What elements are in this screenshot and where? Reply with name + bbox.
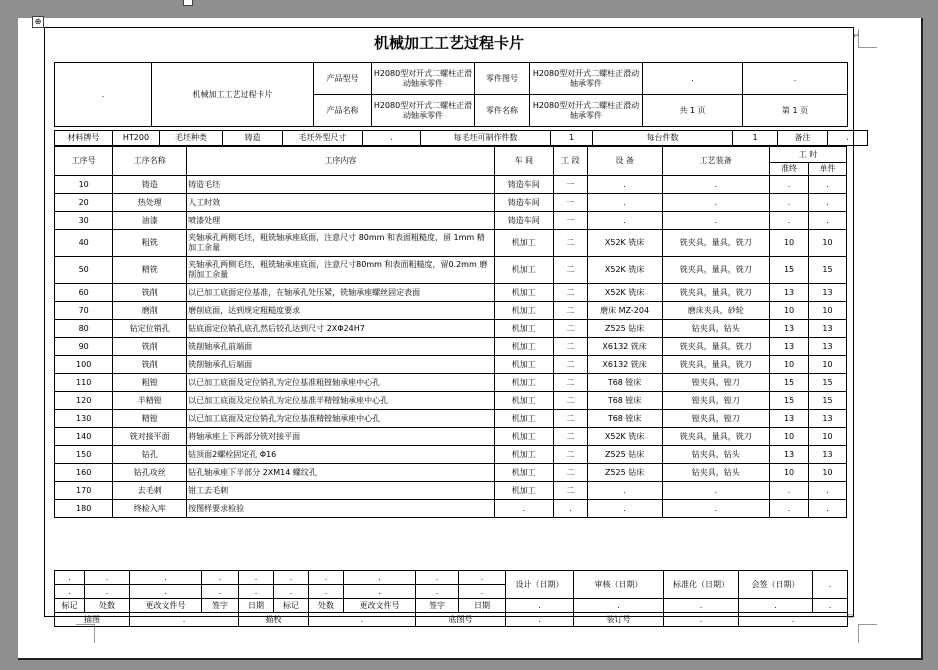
op-equipment-cell: X52K 铣床 <box>587 230 662 257</box>
signoff-cell: . <box>274 585 309 599</box>
op-section-cell: . <box>553 500 587 518</box>
op-content-cell: 夹轴承孔两侧毛坯，粗铣轴承座底面，注意尺寸80mm 和表面粗糙度，留0.2mm 磨削加工余量 <box>187 257 494 284</box>
op-section-cell: 二 <box>553 257 587 284</box>
op-unit-time-cell: 15 <box>809 257 847 284</box>
op-prep-time-cell: 13 <box>770 338 809 356</box>
signoff-cell: . <box>309 585 344 599</box>
col-section: 工 段 <box>553 147 587 176</box>
col-unit: 单件 <box>809 163 847 176</box>
op-section-cell: 一 <box>553 176 587 194</box>
signoff-cell: . <box>344 571 416 585</box>
op-unit-time-cell: 10 <box>809 302 847 320</box>
op-section-cell: 二 <box>553 392 587 410</box>
signoff-table <box>54 570 848 627</box>
operation-row <box>55 320 847 338</box>
op-no-cell: 160 <box>55 464 113 482</box>
op-unit-time-cell: 13 <box>809 446 847 464</box>
op-tooling-cell: 铣夹具，量具，铣刀 <box>662 428 770 446</box>
op-workshop-cell: 机加工 <box>494 257 553 284</box>
page-number: 第 1 页 <box>743 95 848 127</box>
op-prep-time-cell: 10 <box>770 302 809 320</box>
crop-mark-top-right <box>858 29 877 48</box>
op-no-cell: 20 <box>55 194 113 212</box>
op-name-cell: 热处理 <box>113 194 187 212</box>
op-no-cell: 60 <box>55 284 113 302</box>
op-name-cell: 半精镗 <box>113 392 187 410</box>
op-no-cell: 150 <box>55 446 113 464</box>
card-title: 机械加工工艺过程卡片 <box>373 34 524 52</box>
op-content-cell: 以已加工底面及定位销孔为定位基准粗镗轴承座中心孔 <box>187 374 494 392</box>
op-name-cell: 终检入库 <box>113 500 187 518</box>
op-content-cell: 铸造毛坯 <box>187 176 494 194</box>
op-section-cell: 二 <box>553 374 587 392</box>
part-drawing-no-value: H2080型对开式二螺柱正滑动轴承零件 <box>530 63 643 95</box>
op-equipment-cell: X6132 铣床 <box>587 356 662 374</box>
signoff-cell: . <box>130 571 202 585</box>
blank-size-label: 毛坯外型尺寸 <box>283 131 363 146</box>
op-equipment-cell: . <box>587 500 662 518</box>
date-label: 日期 <box>459 599 506 613</box>
operation-row <box>55 410 847 428</box>
op-equipment-cell: Z525 钻床 <box>587 446 662 464</box>
op-name-cell: 磨削 <box>113 302 187 320</box>
part-name-value: H2080型对开式二螺柱正滑动轴承零件 <box>530 95 643 127</box>
op-prep-time-cell: 13 <box>770 320 809 338</box>
col-workshop: 车 间 <box>494 147 553 176</box>
blank-type-label: 毛坯种类 <box>160 131 223 146</box>
operation-row <box>55 356 847 374</box>
operation-row <box>55 284 847 302</box>
op-no-cell: 90 <box>55 338 113 356</box>
op-prep-time-cell: 13 <box>770 410 809 428</box>
signoff-cell: . <box>309 613 416 627</box>
op-tooling-cell: 磨床夹具，砂轮 <box>662 302 770 320</box>
op-content-cell: 人工时效 <box>187 194 494 212</box>
op-tooling-cell: . <box>662 500 770 518</box>
op-prep-time-cell: . <box>770 500 809 518</box>
date-label: 日期 <box>239 599 274 613</box>
op-equipment-cell: . <box>587 482 662 500</box>
op-equipment-cell: X6132 铣床 <box>587 338 662 356</box>
op-name-cell: 铣削 <box>113 338 187 356</box>
op-section-cell: 二 <box>553 464 587 482</box>
drawing-label: 描图 <box>55 613 130 627</box>
col-op-name: 工序名称 <box>113 147 187 176</box>
per-blank-label: 每毛坯可制作件数 <box>421 131 551 146</box>
op-workshop-cell: 机加工 <box>494 446 553 464</box>
op-prep-time-cell: . <box>770 194 809 212</box>
tracing-check-label: 描校 <box>239 613 309 627</box>
op-tooling-cell: 铣夹具，量具，铣刀 <box>662 338 770 356</box>
op-equipment-cell: T68 镗床 <box>587 392 662 410</box>
crop-mark-bottom-right <box>858 624 877 643</box>
op-workshop-cell: 机加工 <box>494 428 553 446</box>
op-equipment-cell: Z525 钻床 <box>587 320 662 338</box>
op-name-cell: 去毛刺 <box>113 482 187 500</box>
op-prep-time-cell: 10 <box>770 428 809 446</box>
resize-handle-icon[interactable]: ▫ <box>848 611 854 620</box>
review-date: 审核（日期） <box>574 571 664 599</box>
signoff-cell: . <box>506 613 574 627</box>
base-drawing-no-label: 底图号 <box>416 613 506 627</box>
op-tooling-cell: 镗夹具，镗刀 <box>662 374 770 392</box>
op-tooling-cell: 镗夹具，镗刀 <box>662 410 770 428</box>
binding-no-label: 装订号 <box>574 613 664 627</box>
op-unit-time-cell: 13 <box>809 410 847 428</box>
operation-row <box>55 176 847 194</box>
op-prep-time-cell: 15 <box>770 257 809 284</box>
op-workshop-cell: 机加工 <box>494 374 553 392</box>
op-unit-time-cell: 13 <box>809 284 847 302</box>
op-unit-time-cell: . <box>809 212 847 230</box>
standardize-date: 标准化（日期） <box>664 571 739 599</box>
op-tooling-cell: 钻夹具，钻头 <box>662 464 770 482</box>
product-name-label: 产品名称 <box>314 95 372 127</box>
op-name-cell: 钻孔攻丝 <box>113 464 187 482</box>
op-prep-time-cell: . <box>770 482 809 500</box>
op-prep-time-cell: 10 <box>770 464 809 482</box>
op-content-cell: 钻底面定位销孔底孔然后铰孔达到尺寸 2XΦ24H7 <box>187 320 494 338</box>
header-table <box>54 62 848 127</box>
op-workshop-cell: 机加工 <box>494 302 553 320</box>
per-unit-value: 1 <box>733 131 778 146</box>
op-tooling-cell: . <box>662 212 770 230</box>
mark-label: 标记 <box>274 599 309 613</box>
col-time: 工 时 <box>770 147 847 163</box>
op-unit-time-cell: . <box>809 194 847 212</box>
op-content-cell: 铣削轴承孔前端面 <box>187 338 494 356</box>
operation-row <box>55 302 847 320</box>
col-tooling: 工艺装备 <box>662 147 770 176</box>
operation-row <box>55 194 847 212</box>
op-unit-time-cell: 15 <box>809 392 847 410</box>
op-unit-time-cell: 10 <box>809 230 847 257</box>
mark-label: 标记 <box>55 599 85 613</box>
op-tooling-cell: 铣夹具，量具，铣刀 <box>662 230 770 257</box>
op-no-cell: 170 <box>55 482 113 500</box>
op-unit-time-cell: 10 <box>809 464 847 482</box>
op-unit-time-cell: 13 <box>809 338 847 356</box>
op-name-cell: 油漆 <box>113 212 187 230</box>
op-workshop-cell: 铸造车间 <box>494 176 553 194</box>
op-content-cell: 以已加工底面及定位销孔为定位基准精镗轴承座中心孔 <box>187 410 494 428</box>
op-name-cell: 铸造 <box>113 176 187 194</box>
header-left-cell: . <box>55 63 152 127</box>
op-prep-time-cell: 10 <box>770 356 809 374</box>
signoff-cell: . <box>274 571 309 585</box>
op-tooling-cell: 镗夹具，镗刀 <box>662 392 770 410</box>
col-content: 工序内容 <box>187 147 494 176</box>
operation-row <box>55 212 847 230</box>
op-content-cell: 以已加工底面定位基准，在轴承孔处压紧，铣轴承座螺丝固定表面 <box>187 284 494 302</box>
op-content-cell: 钳工去毛刺 <box>187 482 494 500</box>
op-prep-time-cell: 13 <box>770 284 809 302</box>
signature-label: 签字 <box>202 599 239 613</box>
per-unit-label: 每台件数 <box>593 131 733 146</box>
op-prep-time-cell: . <box>770 176 809 194</box>
material-grade-label: 材料牌号 <box>55 131 113 146</box>
op-section-cell: 二 <box>553 302 587 320</box>
op-unit-time-cell: 13 <box>809 320 847 338</box>
header-blank-cell: . <box>743 63 848 95</box>
op-unit-time-cell: . <box>809 482 847 500</box>
operation-row <box>55 338 847 356</box>
operation-row <box>55 482 847 500</box>
signoff-cell: . <box>85 585 130 599</box>
change-doc-label: 更改文件号 <box>344 599 416 613</box>
operation-row <box>55 446 847 464</box>
product-model-label: 产品型号 <box>314 63 372 95</box>
op-equipment-cell: . <box>587 194 662 212</box>
op-no-cell: 130 <box>55 410 113 428</box>
op-no-cell: 140 <box>55 428 113 446</box>
signoff-cell: . <box>506 599 574 613</box>
remark-value: . <box>828 131 868 146</box>
op-workshop-cell: 机加工 <box>494 230 553 257</box>
design-date: 设计（日期） <box>506 571 574 599</box>
signoff-cell: . <box>459 571 506 585</box>
op-tooling-cell: 铣夹具，量具，铣刀 <box>662 284 770 302</box>
signoff-cell: . <box>239 585 274 599</box>
op-content-cell: 钻顶面2螺栓固定孔 Φ16 <box>187 446 494 464</box>
signoff-cell: . <box>85 571 130 585</box>
signature-label: 签字 <box>416 599 459 613</box>
op-section-cell: 二 <box>553 410 587 428</box>
signoff-cell: . <box>459 585 506 599</box>
part-name-label: 零件名称 <box>475 95 530 127</box>
op-unit-time-cell: 10 <box>809 428 847 446</box>
op-no-cell: 70 <box>55 302 113 320</box>
op-section-cell: 二 <box>553 230 587 257</box>
op-content-cell: 钻孔轴承座下半部分 2XM14 螺纹孔 <box>187 464 494 482</box>
signoff-cell: . <box>55 585 85 599</box>
signoff-cell: . <box>202 585 239 599</box>
remark-label: 备注 <box>778 131 828 146</box>
total-pages: 共 1 页 <box>643 95 743 127</box>
process-card <box>44 27 854 624</box>
signoff-cell: . <box>202 571 239 585</box>
operation-row <box>55 230 847 257</box>
op-content-cell: 喷漆处理 <box>187 212 494 230</box>
op-equipment-cell: X52K 铣床 <box>587 257 662 284</box>
op-prep-time-cell: . <box>770 212 809 230</box>
signoff-cell: . <box>309 571 344 585</box>
signoff-cell: . <box>813 599 848 613</box>
op-no-cell: 120 <box>55 392 113 410</box>
signoff-cell: . <box>55 571 85 585</box>
op-section-cell: 二 <box>553 428 587 446</box>
signoff-cell: . <box>739 613 848 627</box>
op-equipment-cell: T68 镗床 <box>587 374 662 392</box>
operation-row <box>55 428 847 446</box>
op-content-cell: 将轴承座上下两部分铣对接平面 <box>187 428 494 446</box>
count-label: 处数 <box>309 599 344 613</box>
signoff-cell: . <box>664 613 739 627</box>
header-blank-cell: . <box>643 63 743 95</box>
op-workshop-cell: 机加工 <box>494 320 553 338</box>
op-equipment-cell: . <box>587 212 662 230</box>
op-workshop-cell: 机加工 <box>494 284 553 302</box>
signoff-cell: . <box>813 571 848 599</box>
op-equipment-cell: 磨床 MZ-204 <box>587 302 662 320</box>
op-name-cell: 精镗 <box>113 410 187 428</box>
op-no-cell: 80 <box>55 320 113 338</box>
op-no-cell: 110 <box>55 374 113 392</box>
op-workshop-cell: 铸造车间 <box>494 194 553 212</box>
op-tooling-cell: 钻夹具，钻头 <box>662 320 770 338</box>
signoff-cell: . <box>416 585 459 599</box>
op-workshop-cell: 机加工 <box>494 464 553 482</box>
op-name-cell: 钻定位销孔 <box>113 320 187 338</box>
countersign-date: 会签（日期） <box>739 571 813 599</box>
op-section-cell: 二 <box>553 356 587 374</box>
op-prep-time-cell: 13 <box>770 446 809 464</box>
op-prep-time-cell: 15 <box>770 392 809 410</box>
signoff-cell: . <box>130 585 202 599</box>
signoff-cell: . <box>416 571 459 585</box>
col-equipment: 设 备 <box>587 147 662 176</box>
op-no-cell: 10 <box>55 176 113 194</box>
op-unit-time-cell: . <box>809 176 847 194</box>
operation-row <box>55 392 847 410</box>
op-tooling-cell: . <box>662 194 770 212</box>
op-section-cell: 一 <box>553 194 587 212</box>
col-op-no: 工序号 <box>55 147 113 176</box>
op-section-cell: 一 <box>553 212 587 230</box>
op-unit-time-cell: . <box>809 500 847 518</box>
signoff-cell: . <box>664 599 739 613</box>
part-drawing-no-label: 零件图号 <box>475 63 530 95</box>
op-workshop-cell: 机加工 <box>494 482 553 500</box>
op-name-cell: 铣削 <box>113 284 187 302</box>
op-name-cell: 粗镗 <box>113 374 187 392</box>
op-section-cell: 二 <box>553 320 587 338</box>
per-blank-value: 1 <box>551 131 593 146</box>
op-workshop-cell: 机加工 <box>494 338 553 356</box>
op-equipment-cell: Z525 钻床 <box>587 464 662 482</box>
product-model-value: H2080型对开式二螺柱正滑动轴承零件 <box>372 63 475 95</box>
op-equipment-cell: . <box>587 176 662 194</box>
op-unit-time-cell: 15 <box>809 374 847 392</box>
blank-size-value: . <box>363 131 421 146</box>
operations-body <box>55 176 847 518</box>
operation-row <box>55 500 847 518</box>
op-equipment-cell: X52K 铣床 <box>587 284 662 302</box>
operation-row <box>55 257 847 284</box>
op-workshop-cell: 机加工 <box>494 356 553 374</box>
op-section-cell: 二 <box>553 284 587 302</box>
op-equipment-cell: X52K 铣床 <box>587 428 662 446</box>
op-name-cell: 粗铣 <box>113 230 187 257</box>
op-unit-time-cell: 10 <box>809 356 847 374</box>
op-prep-time-cell: 15 <box>770 374 809 392</box>
op-content-cell: 铣削轴承孔后端面 <box>187 356 494 374</box>
op-name-cell: 钻孔 <box>113 446 187 464</box>
op-tooling-cell: 钻夹具，钻头 <box>662 446 770 464</box>
op-section-cell: 二 <box>553 446 587 464</box>
blank-type-value: 铸造 <box>223 131 283 146</box>
op-content-cell: 按图样要求检验 <box>187 500 494 518</box>
paragraph-mark-icon: ↵ <box>853 31 860 40</box>
op-content-cell: 磨削底面，达到规定粗糙度要求 <box>187 302 494 320</box>
op-workshop-cell: 铸造车间 <box>494 212 553 230</box>
signoff-cell: . <box>130 613 239 627</box>
signoff-cell: . <box>739 599 813 613</box>
operation-row <box>55 374 847 392</box>
op-prep-time-cell: 10 <box>770 230 809 257</box>
op-tooling-cell: . <box>662 482 770 500</box>
change-doc-label: 更改文件号 <box>130 599 202 613</box>
table-move-handle-icon[interactable]: ⊕ <box>32 16 44 28</box>
process-table <box>54 146 847 518</box>
material-table <box>54 130 868 146</box>
op-content-cell: 以已加工底面及定位销孔为定位基准半精镗轴承座中心孔 <box>187 392 494 410</box>
count-label: 处数 <box>85 599 130 613</box>
op-no-cell: 30 <box>55 212 113 230</box>
op-tooling-cell: . <box>662 176 770 194</box>
op-tooling-cell: 铣夹具，量具，铣刀 <box>662 356 770 374</box>
op-workshop-cell: 机加工 <box>494 410 553 428</box>
operation-row <box>55 464 847 482</box>
op-section-cell: 二 <box>553 338 587 356</box>
op-section-cell: 二 <box>553 482 587 500</box>
col-prep: 准终 <box>770 163 809 176</box>
op-equipment-cell: T68 镗床 <box>587 410 662 428</box>
op-no-cell: 50 <box>55 257 113 284</box>
op-tooling-cell: 铣夹具，量具，铣刀 <box>662 257 770 284</box>
op-workshop-cell: . <box>494 500 553 518</box>
op-content-cell: 夹轴承孔两侧毛坯，粗铣轴承座底面，注意尺寸 80mm 和表面粗糙度，留 1mm 精加工余量 <box>187 230 494 257</box>
op-name-cell: 铣对接平面 <box>113 428 187 446</box>
op-no-cell: 100 <box>55 356 113 374</box>
op-no-cell: 40 <box>55 230 113 257</box>
signoff-cell: . <box>344 585 416 599</box>
op-no-cell: 180 <box>55 500 113 518</box>
card-name-cell: 机械加工工艺过程卡片 <box>152 63 314 127</box>
signoff-cell: . <box>574 599 664 613</box>
product-name-value: H2080型对开式二螺柱正滑动轴承零件 <box>372 95 475 127</box>
op-workshop-cell: 机加工 <box>494 392 553 410</box>
ruler-handle[interactable] <box>183 0 193 6</box>
op-name-cell: 铣削 <box>113 356 187 374</box>
op-name-cell: 精铣 <box>113 257 187 284</box>
signoff-cell: . <box>239 571 274 585</box>
material-grade-value: HT200 <box>113 131 160 146</box>
